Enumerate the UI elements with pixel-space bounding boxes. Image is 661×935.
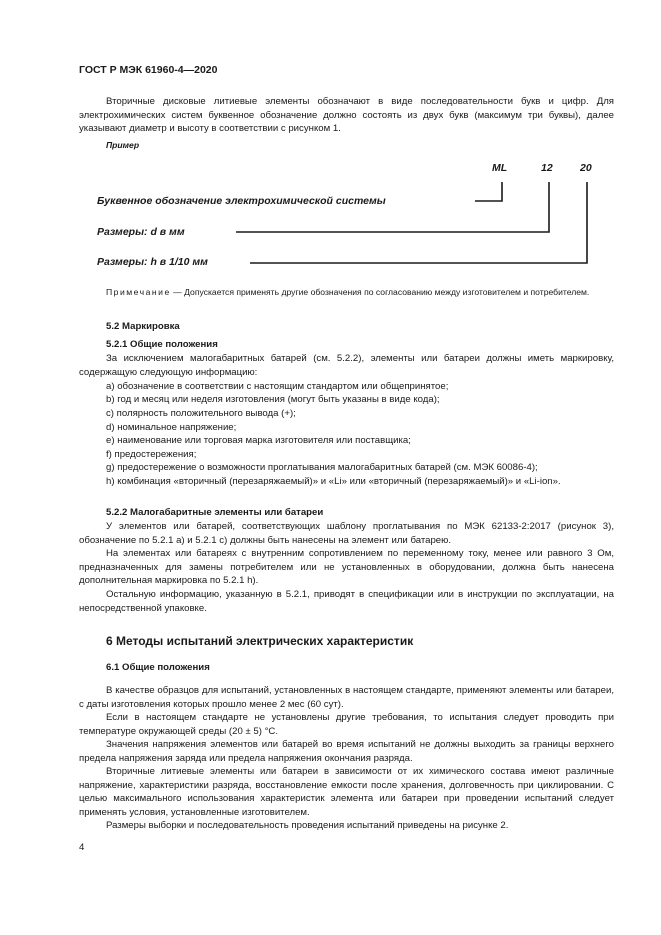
section-5-2-2-p3: Остальную информацию, указанную в 5.2.1, приводят в спецификации или в инструкции по эксплуатации, на непосредственной упаковке. — [79, 589, 614, 614]
section-5-2-2-heading: 5.2.2 Малогабаритные элементы или батареи — [106, 507, 324, 518]
example-label: Пример — [106, 140, 140, 150]
section-5-2-1-intro: За исключением малогабаритных батарей (см. 5.2.2), элементы или батареи должны иметь маркировку, содержащую следующую информацию: — [79, 353, 614, 378]
page-number: 4 — [79, 842, 85, 853]
list-item-d: d) номинальное напряжение; — [106, 422, 237, 433]
section-6-1-p5: Размеры выборки и последовательность проведения испытаний приведены на рисунке 2. — [106, 820, 509, 831]
label-height: Размеры: h в 1/10 мм — [97, 256, 208, 268]
list-item-f: f) предостережения; — [106, 449, 197, 460]
section-5-2-2-p1: У элементов или батарей, соответствующих шаблону проглатывания по МЭК 62133-2:2017 (рисунок 3), обозначение по 5.2.1 а) и 5.2.1 с) должны быть нанесены на элемент или батарею. — [79, 521, 614, 546]
section-6-1-p1: В качестве образцов для испытаний, установленных в настоящем стандарте, применяют элементы или батареи, с даты изготовления которых прошло менее 2 мес (60 сут). — [79, 685, 614, 710]
note-prefix: Примечание — [106, 287, 171, 297]
example-note — [79, 286, 614, 298]
section-6-1-heading: 6.1 Общие положения — [106, 662, 210, 673]
section-5-2-2-p2: На элементах или батареях с внутренним сопротивлением по переменному току, менее или равного 3 Ом, предназначенных для замены потребителем или не установленных в оборудовании, должна быть нанесена дополнительная маркировка по 5.2.1 h). — [79, 548, 614, 586]
section-5-2-heading: 5.2 Маркировка — [106, 321, 180, 332]
code-diameter: 12 — [541, 162, 553, 174]
list-item-h: h) комбинация «вторичный (перезаряжаемый)» и «Li» или «вторичный (перезаряжаемый)» и «Li-ion». — [106, 476, 561, 487]
section-6-1-p2: Если в настоящем стандарте не установлены другие требования, то испытания следует проводить при температуре окружающей среды (20 ± 5) °С. — [79, 712, 614, 737]
connector-height — [250, 182, 587, 263]
document-header: ГОСТ Р МЭК 61960-4—2020 — [79, 64, 218, 76]
label-diameter: Размеры: d в мм — [97, 226, 185, 238]
list-item-c: с) полярность положительного вывода (+); — [106, 408, 296, 419]
intro-paragraph: Вторичные дисковые литиевые элементы обозначают в виде последовательности букв и цифр. Для электрохимических систем буквенное обозначение должно состоять из двух букв (максимум три буквы), далее указывают диаметр и высоту в соответствии с рисунком 1. — [79, 96, 614, 134]
section-6-heading: 6 Методы испытаний электрических характеристик — [106, 634, 414, 648]
code-chemistry: ML — [492, 162, 508, 174]
list-item-g: g) предостережение о возможности проглатывания малогабаритных батарей (см. МЭК 60086-4); — [106, 462, 538, 473]
section-6-1-p3: Значения напряжения элементов или батарей во время испытаний не должны выходить за границы верхнего предела напряжения заряда или предела напряжения окончания разряда. — [79, 739, 614, 764]
section-5-2-1-heading: 5.2.1 Общие положения — [106, 339, 218, 350]
code-height: 20 — [580, 162, 592, 174]
label-chemistry: Буквенное обозначение электрохимической системы — [97, 195, 386, 207]
note-text: — Допускается применять другие обозначения по согласованию между изготовителем и потребителем. — [170, 287, 590, 297]
list-item-e: е) наименование или торговая марка изготовителя или поставщика; — [106, 435, 411, 446]
list-item-b: b) год и месяц или неделя изготовления (могут быть указаны в виде кода); — [106, 394, 440, 405]
section-6-1-p4: Вторичные литиевые элементы или батареи в зависимости от их химического состава имеют различные напряжение, характеристики разряда, восстановление емкости после хранения, долговечность при циклировании. С целью максимального использования характеристик элемента или батареи при проведении испытаний следует применять условия, установленные изготовителем. — [79, 766, 614, 818]
list-item-a: а) обозначение в соответствии с настоящим стандартом или общепринятое; — [106, 381, 449, 392]
connector-chemistry — [475, 182, 502, 201]
